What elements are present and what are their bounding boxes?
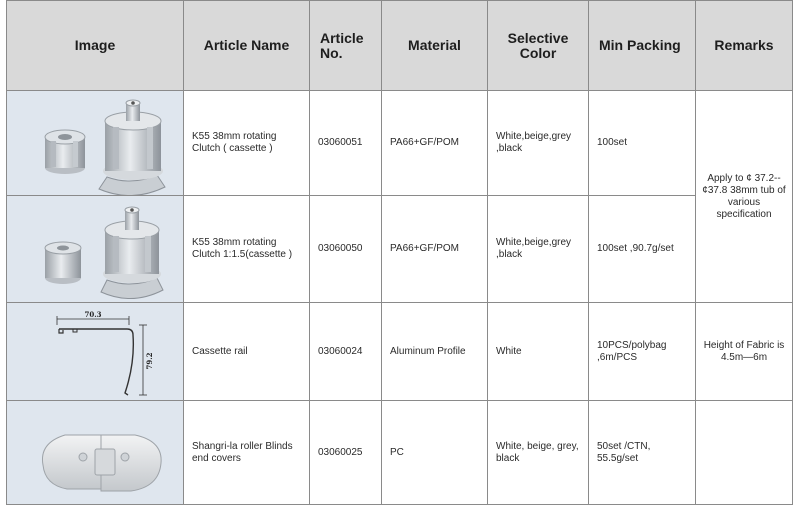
material: Aluminum Profile	[382, 303, 488, 401]
header-min-packing: Min Packing	[589, 1, 696, 91]
header-article-name: Article Name	[184, 1, 310, 91]
min-packing: 10PCS/polybag ,6m/PCS	[589, 303, 696, 401]
product-image-cell	[7, 401, 184, 505]
height-label: 79.2	[145, 352, 154, 370]
remarks-cell: Apply to ¢ 37.2--¢37.8 38mm tub of various specification	[696, 91, 793, 303]
article-no: 03060025	[310, 401, 382, 505]
table-row	[7, 303, 793, 401]
min-packing: 50set /CTN, 55.5g/set	[589, 401, 696, 505]
header-material: Material	[382, 1, 488, 91]
header-article-no: Article No.	[310, 1, 382, 91]
header-selective-color: Selective Color	[488, 1, 589, 91]
material: PC	[382, 401, 488, 505]
table-row	[7, 91, 793, 196]
material: PA66+GF/POM	[382, 196, 488, 303]
article-no: 03060050	[310, 196, 382, 303]
header-row	[7, 1, 793, 91]
article-name: K55 38mm rotating Clutch ( cassette )	[184, 91, 310, 196]
product-spec-table	[6, 0, 793, 505]
clutch-cassette-image	[7, 91, 183, 195]
remarks-cell	[696, 401, 793, 505]
product-image-cell	[7, 91, 184, 196]
selective-color: White	[488, 303, 589, 401]
article-no: 03060024	[310, 303, 382, 401]
product-image-cell	[7, 303, 184, 401]
min-packing: 100set	[589, 91, 696, 196]
selective-color: White,beige,grey ,black	[488, 196, 589, 303]
min-packing: 100set ,90.7g/set	[589, 196, 696, 303]
remarks-cell: Height of Fabric is 4.5m—6m	[696, 303, 793, 401]
width-label: 70.3	[84, 310, 102, 319]
material: PA66+GF/POM	[382, 91, 488, 196]
clutch-1-1.5-cassette-image	[7, 196, 183, 302]
article-name: Shangri-la roller Blinds end covers	[184, 401, 310, 505]
table-row	[7, 196, 793, 303]
header-image: Image	[7, 1, 184, 91]
product-image-cell	[7, 196, 184, 303]
cassette-rail-drawing	[7, 303, 183, 400]
article-name: K55 38mm rotating Clutch 1:1.5(cassette )	[184, 196, 310, 303]
end-covers-image	[7, 401, 183, 504]
article-name: Cassette rail	[184, 303, 310, 401]
article-no: 03060051	[310, 91, 382, 196]
table-row	[7, 401, 793, 505]
selective-color: White,beige,grey ,black	[488, 91, 589, 196]
selective-color: White, beige, grey, black	[488, 401, 589, 505]
header-remarks: Remarks	[696, 1, 793, 91]
